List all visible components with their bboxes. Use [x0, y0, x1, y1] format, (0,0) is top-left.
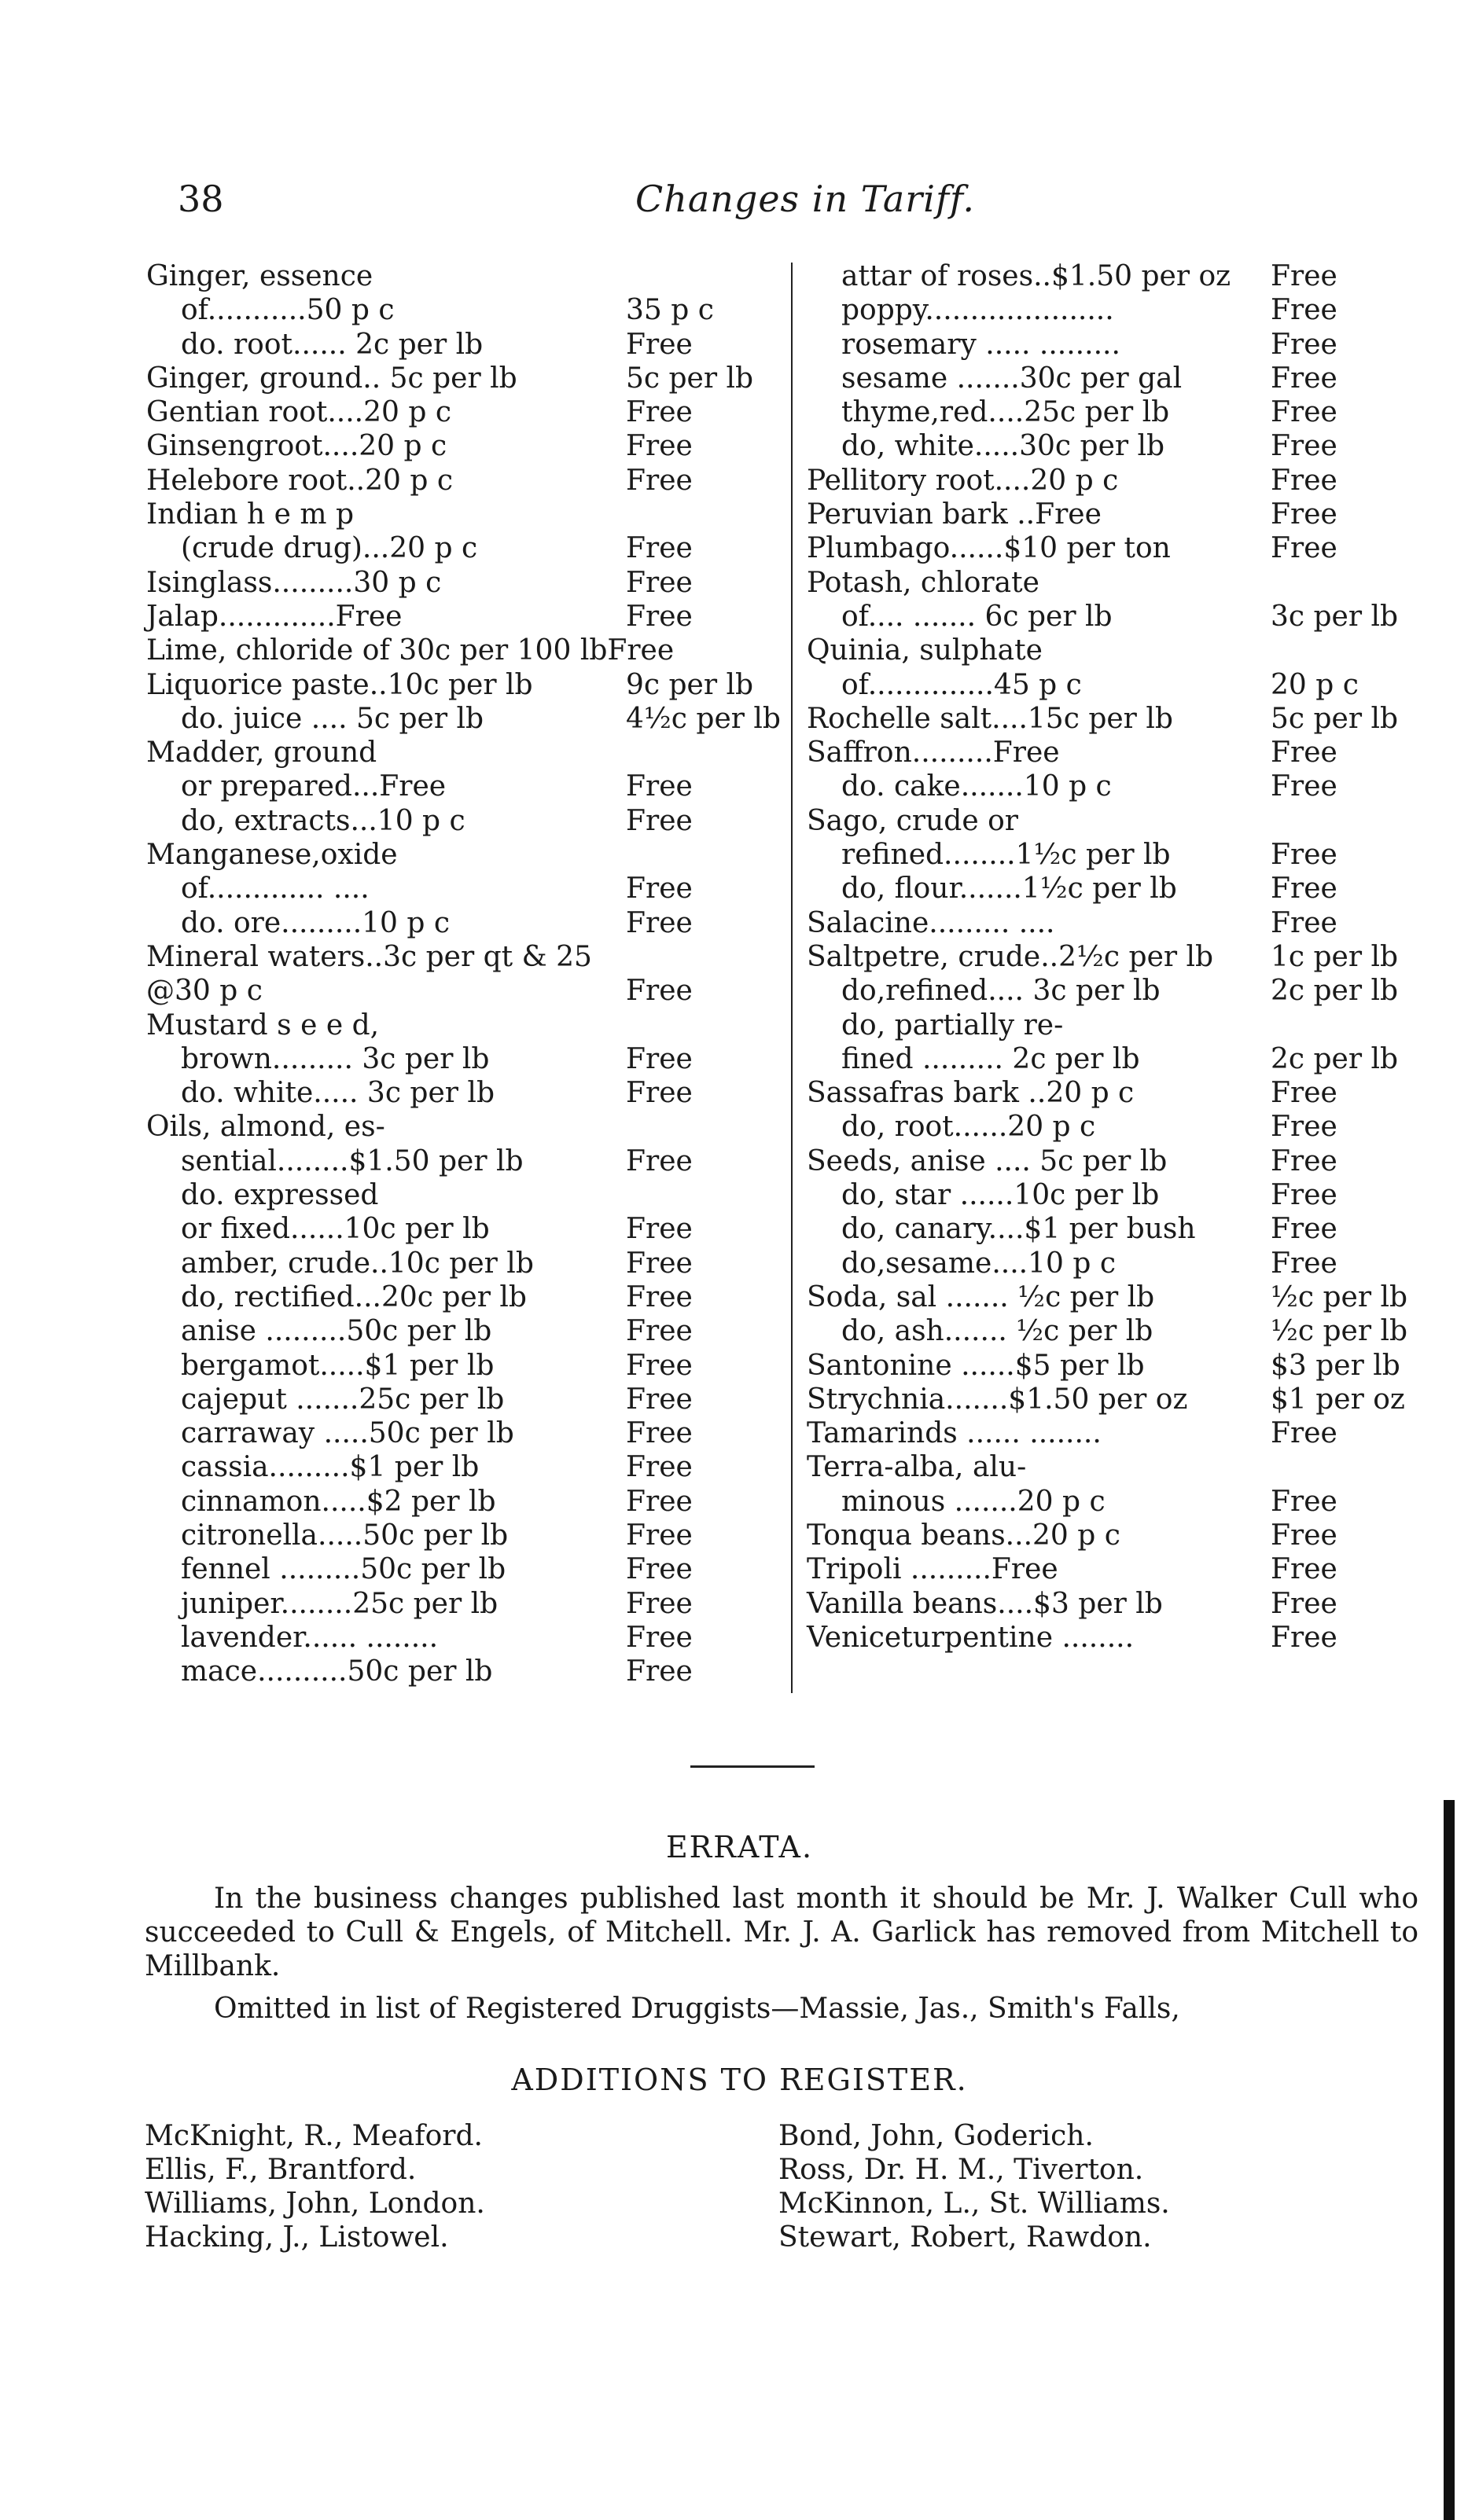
tariff-new-rate: Free	[1271, 1621, 1337, 1654]
tariff-row	[146, 1349, 788, 1383]
errata-paragraph: In the business changes published last month it should be Mr. J. Walker Cull who succeeded to Cull & Engels, of Mitchell. Mr. J. A. Garlick has removed from Mitchell to Millbank.	[145, 1883, 1418, 1982]
tariff-row	[807, 668, 1436, 702]
tariff-row	[146, 1655, 788, 1688]
tariff-item: Isinglass.........30 p c	[146, 566, 442, 599]
additions-list-right	[778, 2119, 1170, 2254]
tariff-item: carraway .....50c per lb	[181, 1417, 514, 1450]
tariff-new-rate: Free	[626, 804, 693, 837]
tariff-item: do, white.....30c per lb	[841, 430, 1165, 463]
tariff-new-rate: Free	[1271, 906, 1337, 939]
tariff-item: do, extracts...10 p c	[181, 804, 465, 837]
tariff-new-rate: Free	[1271, 1247, 1337, 1280]
tariff-new-rate: Free	[1271, 737, 1337, 770]
tariff-row	[146, 804, 788, 838]
tariff-new-rate: Free	[1271, 1519, 1337, 1552]
tariff-new-rate: Free	[1271, 1213, 1337, 1246]
tariff-new-rate: Free	[626, 600, 693, 633]
tariff-item: mace..........50c per lb	[181, 1655, 493, 1688]
tariff-item: citronella.....50c per lb	[181, 1519, 509, 1552]
tariff-row	[807, 906, 1436, 940]
tariff-new-rate: Free	[626, 1383, 693, 1416]
tariff-new-rate: Free	[626, 1451, 693, 1484]
tariff-row	[807, 1008, 1436, 1042]
tariff-new-rate: Free	[1271, 396, 1337, 429]
tariff-new-rate: Free	[626, 1417, 693, 1450]
tariff-new-rate: 9c per lb	[626, 668, 754, 701]
tariff-item: Pellitory root....20 p c	[807, 464, 1119, 497]
tariff-row	[807, 293, 1436, 327]
tariff-row	[807, 395, 1436, 429]
tariff-row	[807, 1212, 1436, 1246]
tariff-new-rate: Free	[626, 906, 693, 939]
tariff-row	[807, 1076, 1436, 1110]
tariff-item: Vanilla beans....$3 per lb	[807, 1587, 1163, 1620]
tariff-new-rate: 35 p c	[626, 294, 714, 327]
tariff-row	[146, 1008, 788, 1042]
tariff-new-rate: Free	[626, 396, 693, 429]
tariff-new-rate: Free	[1271, 1485, 1337, 1518]
tariff-row	[146, 531, 788, 565]
tariff-item: do,refined.... 3c per lb	[841, 975, 1161, 1008]
tariff-row	[146, 974, 788, 1008]
tariff-row	[146, 1144, 788, 1178]
tariff-item: do. cake.......10 p c	[841, 770, 1112, 803]
tariff-item: Santonine ......$5 per lb	[807, 1349, 1145, 1382]
tariff-item: bergamot.....$1 per lb	[181, 1349, 495, 1382]
tariff-item: do, root......20 p c	[841, 1111, 1096, 1144]
tariff-new-rate: Free	[626, 1144, 693, 1177]
tariff-item: do, partially re-	[841, 1008, 1064, 1041]
tariff-row	[807, 1247, 1436, 1280]
tariff-item: cassia.........$1 per lb	[181, 1451, 480, 1484]
tariff-row	[146, 1110, 788, 1144]
tariff-item: Ginger, ground.. 5c per lb	[146, 362, 517, 395]
tariff-item: sesame .......30c per gal	[841, 362, 1183, 395]
tariff-row	[807, 1383, 1436, 1416]
tariff-item: Tamarinds ...... ........	[807, 1417, 1102, 1450]
tariff-item: or fixed......10c per lb	[181, 1213, 490, 1246]
tariff-row	[146, 600, 788, 634]
tariff-row	[807, 259, 1436, 293]
tariff-item: Veniceturpentine ........	[807, 1621, 1135, 1654]
tariff-item: minous .......20 p c	[841, 1485, 1106, 1518]
tariff-item: Soda, sal ....... ½c per lb	[807, 1280, 1155, 1313]
tariff-item: do, ash....... ½c per lb	[841, 1315, 1153, 1348]
tariff-row	[807, 1485, 1436, 1519]
tariff-item: Ginsengroot....20 p c	[146, 430, 447, 463]
tariff-new-rate: Free	[1271, 328, 1337, 361]
tariff-row	[807, 1280, 1436, 1314]
tariff-new-rate: Free	[626, 1655, 693, 1688]
tariff-item: Potash, chlorate	[807, 566, 1039, 599]
tariff-row	[146, 498, 788, 531]
additions-item: Bond, John, Goderich.	[778, 2120, 1094, 2152]
tariff-new-rate: Free	[626, 1247, 693, 1280]
tariff-item: Liquorice paste..10c per lb	[146, 668, 533, 701]
tariff-row	[146, 429, 788, 463]
tariff-row	[807, 1416, 1436, 1450]
tariff-row	[807, 702, 1436, 736]
tariff-row	[807, 1178, 1436, 1212]
tariff-new-rate: 4½c per lb	[626, 702, 781, 735]
tariff-new-rate: Free	[626, 566, 693, 599]
tariff-new-rate: Free	[1271, 1111, 1337, 1144]
tariff-row	[146, 362, 788, 395]
tariff-new-rate: 20 p c	[1271, 668, 1359, 701]
tariff-item: Rochelle salt....15c per lb	[807, 702, 1173, 735]
tariff-new-rate: Free	[626, 1349, 693, 1382]
tariff-new-rate: Free	[626, 1077, 693, 1110]
tariff-item: brown......... 3c per lb	[181, 1042, 490, 1075]
tariff-row	[146, 293, 788, 327]
tariff-item: do, flour.......1½c per lb	[841, 872, 1177, 906]
tariff-row	[807, 1621, 1436, 1655]
tariff-row	[807, 1314, 1436, 1348]
errata-title: ERRATA.	[665, 1830, 814, 1864]
tariff-item: anise .........50c per lb	[181, 1315, 492, 1348]
tariff-row	[807, 736, 1436, 770]
tariff-new-rate: Free	[626, 1553, 693, 1586]
tariff-item: do, canary....$1 per bush	[841, 1213, 1196, 1246]
tariff-new-rate: Free	[1271, 430, 1337, 463]
tariff-column-right	[807, 259, 1436, 1655]
tariff-item: Plumbago......$10 per ton	[807, 532, 1171, 565]
tariff-new-rate: $1 per oz	[1271, 1383, 1405, 1416]
tariff-new-rate: Free	[1271, 294, 1337, 327]
tariff-new-rate: Free	[626, 1587, 693, 1620]
tariff-row	[807, 1519, 1436, 1552]
tariff-row	[146, 395, 788, 429]
tariff-row	[807, 974, 1436, 1008]
tariff-item: do. root...... 2c per lb	[181, 328, 484, 361]
tariff-item: Helebore root..20 p c	[146, 464, 454, 497]
tariff-new-rate: Free	[626, 430, 693, 463]
tariff-new-rate: Free	[626, 328, 693, 361]
tariff-row	[807, 1144, 1436, 1178]
tariff-row	[146, 838, 788, 872]
tariff-row	[146, 566, 788, 600]
tariff-row	[807, 362, 1436, 395]
tariff-item: Saltpetre, crude..2½c per lb	[807, 940, 1214, 973]
additions-item: Stewart, Robert, Rawdon.	[778, 2221, 1152, 2254]
tariff-new-rate: $3 per lb	[1271, 1349, 1400, 1382]
tariff-new-rate: Free	[626, 770, 693, 803]
tariff-row	[807, 566, 1436, 600]
tariff-item: Sago, crude or	[807, 804, 1018, 837]
tariff-new-rate: 5c per lb	[626, 362, 754, 395]
tariff-new-rate: 5c per lb	[1271, 702, 1399, 735]
tariff-new-rate: 1c per lb	[1271, 940, 1399, 973]
tariff-item: Tonqua beans...20 p c	[807, 1519, 1120, 1552]
tariff-row	[146, 1280, 788, 1314]
tariff-item: thyme,red....25c per lb	[841, 396, 1170, 429]
tariff-row	[146, 770, 788, 803]
tariff-row	[146, 634, 788, 667]
tariff-new-rate: Free	[1271, 1553, 1337, 1586]
tariff-row	[807, 770, 1436, 803]
tariff-item: or prepared...Free	[181, 770, 447, 803]
tariff-item: attar of roses..$1.50 per oz	[841, 260, 1231, 292]
tariff-item: lavender...... ........	[181, 1621, 439, 1654]
tariff-row	[146, 668, 788, 702]
tariff-item: Mustard s e e d,	[146, 1008, 380, 1041]
tariff-item: cajeput .......25c per lb	[181, 1383, 505, 1416]
tariff-new-rate: Free	[1271, 362, 1337, 395]
tariff-column-left	[146, 259, 788, 1688]
tariff-item: amber, crude..10c per lb	[181, 1247, 534, 1280]
tariff-item: of............. ....	[181, 872, 370, 906]
tariff-item: (crude drug)...20 p c	[181, 532, 478, 565]
tariff-item: of.... ....... 6c per lb	[841, 600, 1113, 633]
tariff-new-rate: Free	[1271, 872, 1337, 906]
tariff-item: do. white..... 3c per lb	[181, 1077, 495, 1110]
additions-item: McKnight, R., Meaford.	[145, 2120, 483, 2152]
tariff-item: fennel .........50c per lb	[181, 1553, 506, 1586]
tariff-row	[807, 940, 1436, 974]
tariff-item: Madder, ground	[146, 737, 377, 770]
tariff-item: Terra-alba, alu-	[807, 1451, 1027, 1484]
additions-item: Ross, Dr. H. M., Tiverton.	[778, 2154, 1144, 2186]
tariff-row	[146, 702, 788, 736]
tariff-new-rate: Free	[626, 464, 693, 497]
tariff-row	[807, 498, 1436, 531]
tariff-new-rate: 3c per lb	[1271, 600, 1399, 633]
tariff-new-rate: Free	[1271, 770, 1337, 803]
tariff-item: Peruvian bark ..Free	[807, 498, 1102, 531]
tariff-row	[146, 1212, 788, 1246]
tariff-new-rate: Free	[626, 1621, 693, 1654]
tariff-row	[146, 1416, 788, 1450]
tariff-row	[146, 1519, 788, 1552]
tariff-row	[807, 429, 1436, 463]
tariff-row	[807, 1552, 1436, 1586]
tariff-new-rate: Free	[1271, 532, 1337, 565]
additions-item: Williams, John, London.	[145, 2188, 485, 2220]
tariff-item: Jalap.............Free	[146, 600, 403, 633]
tariff-row	[807, 464, 1436, 498]
additions-item: Hacking, J., Listowel.	[145, 2221, 449, 2254]
tariff-item: do. juice .... 5c per lb	[181, 702, 484, 735]
tariff-item: of..............45 p c	[841, 668, 1082, 701]
tariff-row	[146, 1076, 788, 1110]
tariff-item: Seeds, anise .... 5c per lb	[807, 1144, 1168, 1177]
tariff-item: of...........50 p c	[181, 294, 395, 327]
tariff-item: do, star ......10c per lb	[841, 1179, 1160, 1212]
tariff-row	[146, 736, 788, 770]
tariff-new-rate: Free	[626, 1213, 693, 1246]
tariff-row	[807, 600, 1436, 634]
tariff-item: Tripoli .........Free	[807, 1553, 1058, 1586]
tariff-item: do. ore.........10 p c	[181, 906, 451, 939]
tariff-new-rate: Free	[626, 1315, 693, 1348]
tariff-row	[146, 1552, 788, 1586]
page-number: 38	[178, 178, 224, 220]
running-title: Changes in Tariff.	[635, 178, 975, 220]
tariff-new-rate: Free	[1271, 1587, 1337, 1620]
tariff-new-rate: Free	[626, 1042, 693, 1075]
tariff-item: do, rectified...20c per lb	[181, 1280, 527, 1313]
tariff-row	[146, 940, 788, 974]
additions-item: Ellis, F., Brantford.	[145, 2154, 417, 2186]
tariff-row	[807, 1450, 1436, 1484]
additions-title: ADDITIONS TO REGISTER.	[511, 2063, 968, 2097]
tariff-new-rate: Free	[1271, 498, 1337, 531]
tariff-new-rate: Free	[626, 872, 693, 906]
tariff-row	[146, 464, 788, 498]
tariff-item: Saffron.........Free	[807, 737, 1060, 770]
tariff-row	[807, 804, 1436, 838]
page-edge-shadow	[1444, 1800, 1455, 2520]
tariff-item: Gentian root....20 p c	[146, 396, 452, 429]
tariff-new-rate: ½c per lb	[1271, 1280, 1408, 1313]
tariff-new-rate: Free	[1271, 1144, 1337, 1177]
additions-list-left	[145, 2119, 485, 2254]
tariff-row	[146, 1247, 788, 1280]
tariff-new-rate: ½c per lb	[1271, 1315, 1408, 1348]
tariff-new-rate: Free	[1271, 1179, 1337, 1212]
tariff-item: fined ......... 2c per lb	[841, 1042, 1140, 1075]
tariff-item: do. expressed	[181, 1179, 379, 1212]
tariff-row	[807, 531, 1436, 565]
errata-paragraph: Omitted in list of Registered Druggists—Massie, Jas., Smith's Falls,	[214, 1993, 1180, 2025]
tariff-new-rate: Free	[626, 532, 693, 565]
tariff-row	[807, 872, 1436, 906]
tariff-item: Sassafras bark ..20 p c	[807, 1077, 1135, 1110]
tariff-row	[146, 872, 788, 906]
column-divider	[791, 263, 793, 1693]
tariff-item: refined........1½c per lb	[841, 839, 1171, 872]
tariff-row	[146, 1621, 788, 1655]
tariff-new-rate: Free	[1271, 464, 1337, 497]
tariff-item: cinnamon.....$2 per lb	[181, 1485, 496, 1518]
tariff-row	[146, 1314, 788, 1348]
tariff-row	[146, 1178, 788, 1212]
tariff-row	[146, 1485, 788, 1519]
tariff-item: Oils, almond, es-	[146, 1111, 385, 1144]
tariff-item: Manganese,oxide	[146, 839, 398, 872]
tariff-item: Strychnia.......$1.50 per oz	[807, 1383, 1188, 1416]
tariff-item: sential........$1.50 per lb	[181, 1144, 524, 1177]
tariff-new-rate: Free	[626, 975, 693, 1008]
tariff-item: Lime, chloride of 30c per 100 lbFree	[146, 634, 675, 667]
tariff-new-rate: 2c per lb	[1271, 1042, 1399, 1075]
tariff-row	[807, 838, 1436, 872]
tariff-item: Mineral waters..3c per qt & 25	[146, 940, 592, 973]
tariff-row	[146, 906, 788, 940]
tariff-new-rate: Free	[626, 1519, 693, 1552]
tariff-item: Ginger, essence	[146, 260, 373, 292]
tariff-item: rosemary ..... .........	[841, 328, 1120, 361]
tariff-row	[146, 1383, 788, 1416]
tariff-new-rate: 2c per lb	[1271, 975, 1399, 1008]
tariff-item: @30 p c	[146, 975, 263, 1008]
tariff-row	[146, 1042, 788, 1076]
tariff-item: do,sesame....10 p c	[841, 1247, 1116, 1280]
tariff-item: Salacine......... ....	[807, 906, 1055, 939]
tariff-row	[146, 1450, 788, 1484]
tariff-row	[807, 1349, 1436, 1383]
section-rule	[690, 1765, 815, 1768]
tariff-row	[807, 1110, 1436, 1144]
additions-item: McKinnon, L., St. Williams.	[778, 2188, 1170, 2220]
tariff-item: juniper........25c per lb	[181, 1587, 499, 1620]
tariff-row	[146, 328, 788, 362]
tariff-row	[807, 1042, 1436, 1076]
tariff-row	[146, 259, 788, 293]
tariff-table	[146, 259, 1436, 1698]
tariff-new-rate: Free	[1271, 1077, 1337, 1110]
tariff-row	[807, 634, 1436, 667]
tariff-new-rate: Free	[626, 1485, 693, 1518]
tariff-new-rate: Free	[1271, 839, 1337, 872]
tariff-row	[146, 1587, 788, 1621]
tariff-new-rate: Free	[626, 1280, 693, 1313]
tariff-row	[807, 1587, 1436, 1621]
tariff-item: Indian h e m p	[146, 498, 355, 531]
tariff-item: Quinia, sulphate	[807, 634, 1043, 667]
tariff-new-rate: Free	[1271, 1417, 1337, 1450]
tariff-row	[807, 328, 1436, 362]
tariff-item: poppy.....................	[841, 294, 1114, 327]
tariff-new-rate: Free	[1271, 260, 1337, 292]
